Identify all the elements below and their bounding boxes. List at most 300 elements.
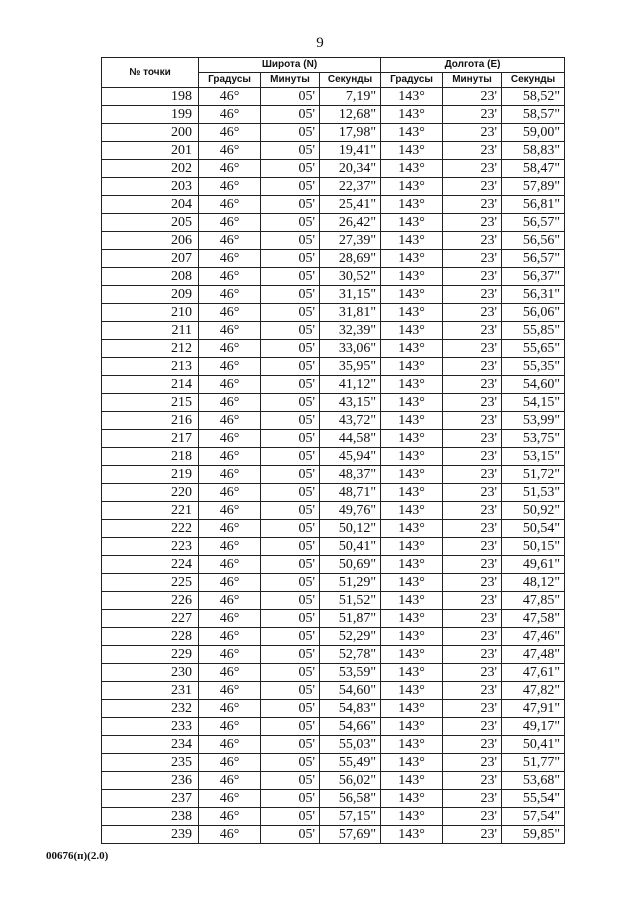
point-number-cell: 222 [102,520,199,538]
lon-seconds-cell: 51,72" [502,466,565,484]
point-number-cell: 215 [102,394,199,412]
table-row [102,466,565,484]
lat-minutes-cell: 05' [261,484,320,502]
lat-seconds-cell: 48,37" [320,466,381,484]
lat-degrees-cell: 46° [199,412,261,430]
lon-degrees-cell: 143° [381,322,443,340]
lat-degrees-cell: 46° [199,448,261,466]
lat-seconds-cell: 54,60" [320,682,381,700]
lat-minutes-cell: 05' [261,664,320,682]
lon-seconds-cell: 58,52" [502,88,565,106]
lat-minutes-cell: 05' [261,646,320,664]
point-number-cell: 206 [102,232,199,250]
lat-seconds-cell: 50,69" [320,556,381,574]
lat-degrees-cell: 46° [199,124,261,142]
lon-minutes-cell: 23' [443,196,502,214]
lat-minutes-cell: 05' [261,304,320,322]
lon-degrees-cell: 143° [381,772,443,790]
lon-seconds-cell: 54,60" [502,376,565,394]
table-row [102,772,565,790]
lon-minutes-cell: 23' [443,412,502,430]
lat-degrees-cell: 46° [199,538,261,556]
table-row [102,628,565,646]
lon-minutes-cell: 23' [443,682,502,700]
lat-minutes-cell: 05' [261,376,320,394]
lon-minutes-cell: 23' [443,322,502,340]
lat-degrees-cell: 46° [199,790,261,808]
table-row [102,736,565,754]
table-row [102,754,565,772]
lon-seconds-cell: 56,56" [502,232,565,250]
lat-minutes-cell: 05' [261,142,320,160]
lon-minutes-cell: 23' [443,466,502,484]
lon-seconds-cell: 56,31" [502,286,565,304]
lon-minutes-cell: 23' [443,574,502,592]
lon-seconds-cell: 57,89" [502,178,565,196]
lon-minutes-cell: 23' [443,178,502,196]
point-number-cell: 213 [102,358,199,376]
table-row [102,340,565,358]
lat-degrees-cell: 46° [199,646,261,664]
lon-seconds-cell: 58,47" [502,160,565,178]
lon-minutes-cell: 23' [443,160,502,178]
lat-minutes-cell: 05' [261,88,320,106]
table-row [102,394,565,412]
lon-degrees-cell: 143° [381,484,443,502]
lon-minutes-cell: 23' [443,718,502,736]
point-number-cell: 227 [102,610,199,628]
lat-degrees-cell: 46° [199,394,261,412]
lat-minutes-cell: 05' [261,772,320,790]
lon-degrees-cell: 143° [381,250,443,268]
lat-seconds-cell: 57,15" [320,808,381,826]
point-number-cell: 226 [102,592,199,610]
table-row [102,214,565,232]
table-row [102,232,565,250]
lat-degrees-cell: 46° [199,610,261,628]
lon-seconds-cell: 47,82" [502,682,565,700]
table-row [102,286,565,304]
lat-minutes-cell: 05' [261,466,320,484]
lat-minutes-cell: 05' [261,160,320,178]
point-number-cell: 217 [102,430,199,448]
lat-minutes-cell: 05' [261,430,320,448]
table-row [102,790,565,808]
lon-seconds-cell: 56,37" [502,268,565,286]
lat-minutes-cell: 05' [261,808,320,826]
document-code: 00676(п)(2.0) [46,850,109,862]
table-row [102,610,565,628]
lat-minutes-cell: 05' [261,502,320,520]
lat-degrees-cell: 46° [199,376,261,394]
lon-minutes-cell: 23' [443,430,502,448]
lat-degrees-cell: 46° [199,736,261,754]
lat-seconds-cell: 56,58" [320,790,381,808]
lat-seconds-cell: 25,41" [320,196,381,214]
lat-seconds-cell: 22,37" [320,178,381,196]
lon-seconds-cell: 47,91" [502,700,565,718]
lat-minutes-cell: 05' [261,106,320,124]
lon-minutes-cell: 23' [443,736,502,754]
point-number-cell: 202 [102,160,199,178]
lon-degrees-cell: 143° [381,646,443,664]
lat-seconds-cell: 17,98" [320,124,381,142]
lat-minutes-cell: 05' [261,214,320,232]
lon-minutes-cell: 23' [443,88,502,106]
lat-seconds-header: Секунды [320,73,381,88]
table-row [102,160,565,178]
lat-minutes-cell: 05' [261,628,320,646]
table-row [102,664,565,682]
lon-degrees-cell: 143° [381,700,443,718]
lon-seconds-cell: 53,15" [502,448,565,466]
lon-degrees-cell: 143° [381,196,443,214]
lon-degrees-cell: 143° [381,520,443,538]
lon-minutes-cell: 23' [443,484,502,502]
lat-seconds-cell: 28,69" [320,250,381,268]
lon-minutes-cell: 23' [443,142,502,160]
lon-minutes-cell: 23' [443,394,502,412]
lon-seconds-cell: 53,68" [502,772,565,790]
lon-seconds-cell: 47,46" [502,628,565,646]
point-number-cell: 232 [102,700,199,718]
lat-seconds-cell: 56,02" [320,772,381,790]
table-row [102,520,565,538]
lat-seconds-cell: 32,39" [320,322,381,340]
point-number-cell: 201 [102,142,199,160]
point-number-cell: 219 [102,466,199,484]
lat-degrees-cell: 46° [199,574,261,592]
lat-minutes-cell: 05' [261,790,320,808]
lon-seconds-cell: 48,12" [502,574,565,592]
lon-minutes-cell: 23' [443,592,502,610]
lat-degrees-cell: 46° [199,718,261,736]
lat-minutes-header: Минуты [261,73,320,88]
lat-minutes-cell: 05' [261,610,320,628]
table-row [102,484,565,502]
point-number-cell: 225 [102,574,199,592]
lon-degrees-cell: 143° [381,142,443,160]
lat-degrees-cell: 46° [199,430,261,448]
lat-degrees-cell: 46° [199,304,261,322]
lon-minutes-cell: 23' [443,790,502,808]
lon-seconds-cell: 56,57" [502,214,565,232]
lon-seconds-cell: 50,54" [502,520,565,538]
lat-minutes-cell: 05' [261,286,320,304]
lon-minutes-cell: 23' [443,520,502,538]
point-number-cell: 228 [102,628,199,646]
lon-seconds-cell: 53,75" [502,430,565,448]
lat-degrees-cell: 46° [199,466,261,484]
lon-seconds-cell: 56,57" [502,250,565,268]
lat-minutes-cell: 05' [261,700,320,718]
lon-minutes-cell: 23' [443,556,502,574]
lat-minutes-cell: 05' [261,718,320,736]
lat-minutes-cell: 05' [261,268,320,286]
lon-seconds-cell: 49,61" [502,556,565,574]
lat-seconds-cell: 54,66" [320,718,381,736]
lon-degrees-cell: 143° [381,736,443,754]
table-row [102,178,565,196]
lat-seconds-cell: 52,78" [320,646,381,664]
table-body [102,88,565,844]
lon-minutes-cell: 23' [443,538,502,556]
lon-minutes-cell: 23' [443,628,502,646]
table-row [102,682,565,700]
lon-degrees-cell: 143° [381,286,443,304]
lon-seconds-cell: 57,54" [502,808,565,826]
lon-seconds-cell: 55,65" [502,340,565,358]
point-number-cell: 207 [102,250,199,268]
lon-minutes-cell: 23' [443,358,502,376]
table-row [102,646,565,664]
lon-degrees-cell: 143° [381,232,443,250]
lat-seconds-cell: 43,72" [320,412,381,430]
lat-seconds-cell: 54,83" [320,700,381,718]
point-number-cell: 218 [102,448,199,466]
table-row [102,268,565,286]
point-number-cell: 233 [102,718,199,736]
lon-degrees-cell: 143° [381,340,443,358]
point-number-cell: 237 [102,790,199,808]
lon-seconds-cell: 51,77" [502,754,565,772]
lat-seconds-cell: 30,52" [320,268,381,286]
lat-seconds-cell: 19,41" [320,142,381,160]
lon-minutes-cell: 23' [443,646,502,664]
lon-seconds-cell: 54,15" [502,394,565,412]
lat-degrees-cell: 46° [199,502,261,520]
point-number-cell: 236 [102,772,199,790]
lat-degrees-cell: 46° [199,664,261,682]
lat-degrees-cell: 46° [199,826,261,844]
lat-degrees-cell: 46° [199,700,261,718]
point-number-cell: 208 [102,268,199,286]
lat-minutes-cell: 05' [261,538,320,556]
lon-minutes-cell: 23' [443,448,502,466]
table-row [102,304,565,322]
lat-seconds-cell: 45,94" [320,448,381,466]
point-number-cell: 199 [102,106,199,124]
lat-minutes-cell: 05' [261,232,320,250]
lat-seconds-cell: 35,95" [320,358,381,376]
lon-degrees-cell: 143° [381,592,443,610]
lat-degrees-cell: 46° [199,88,261,106]
lat-seconds-cell: 50,12" [320,520,381,538]
lon-seconds-cell: 47,58" [502,610,565,628]
point-number-cell: 231 [102,682,199,700]
lon-degrees-cell: 143° [381,790,443,808]
lon-degrees-cell: 143° [381,304,443,322]
lon-degrees-cell: 143° [381,88,443,106]
lon-minutes-cell: 23' [443,340,502,358]
lat-degrees-cell: 46° [199,358,261,376]
lat-degrees-cell: 46° [199,142,261,160]
lon-seconds-cell: 50,41" [502,736,565,754]
table-row [102,88,565,106]
lat-degrees-cell: 46° [199,556,261,574]
lat-seconds-cell: 7,19" [320,88,381,106]
lat-degrees-cell: 46° [199,250,261,268]
lon-seconds-cell: 55,54" [502,790,565,808]
lat-minutes-cell: 05' [261,178,320,196]
lat-seconds-cell: 33,06" [320,340,381,358]
lat-seconds-cell: 44,58" [320,430,381,448]
point-number-cell: 223 [102,538,199,556]
lon-degrees-header: Градусы [381,73,443,88]
lat-minutes-cell: 05' [261,340,320,358]
lat-degrees-cell: 46° [199,322,261,340]
lon-minutes-cell: 23' [443,700,502,718]
point-number-cell: 200 [102,124,199,142]
point-number-cell: 238 [102,808,199,826]
lat-minutes-cell: 05' [261,736,320,754]
table-row [102,142,565,160]
lat-minutes-cell: 05' [261,520,320,538]
lat-minutes-cell: 05' [261,556,320,574]
lon-minutes-cell: 23' [443,376,502,394]
table-row [102,538,565,556]
lon-degrees-cell: 143° [381,628,443,646]
lon-degrees-cell: 143° [381,178,443,196]
lon-degrees-cell: 143° [381,682,443,700]
point-number-cell: 204 [102,196,199,214]
lon-degrees-cell: 143° [381,376,443,394]
lon-minutes-cell: 23' [443,502,502,520]
table-row [102,556,565,574]
table-row [102,502,565,520]
lon-minutes-cell: 23' [443,808,502,826]
lat-minutes-cell: 05' [261,754,320,772]
lon-degrees-cell: 143° [381,430,443,448]
lat-seconds-cell: 49,76" [320,502,381,520]
lat-minutes-cell: 05' [261,394,320,412]
table-row [102,124,565,142]
lat-degrees-cell: 46° [199,808,261,826]
lat-minutes-cell: 05' [261,448,320,466]
table-row [102,106,565,124]
lon-degrees-cell: 143° [381,574,443,592]
lon-degrees-cell: 143° [381,358,443,376]
lon-minutes-cell: 23' [443,214,502,232]
lon-degrees-cell: 143° [381,106,443,124]
lon-degrees-cell: 143° [381,610,443,628]
lat-seconds-cell: 57,69" [320,826,381,844]
lon-seconds-cell: 59,85" [502,826,565,844]
point-number-cell: 211 [102,322,199,340]
point-number-cell: 220 [102,484,199,502]
lat-seconds-cell: 53,59" [320,664,381,682]
lat-degrees-cell: 46° [199,232,261,250]
lat-degrees-cell: 46° [199,340,261,358]
lat-minutes-cell: 05' [261,322,320,340]
lat-minutes-cell: 05' [261,358,320,376]
lon-degrees-cell: 143° [381,394,443,412]
point-number-cell: 229 [102,646,199,664]
lon-seconds-cell: 49,17" [502,718,565,736]
point-number-cell: 214 [102,376,199,394]
lon-minutes-cell: 23' [443,304,502,322]
lon-degrees-cell: 143° [381,754,443,772]
lat-seconds-cell: 31,15" [320,286,381,304]
point-number-cell: 234 [102,736,199,754]
lat-degrees-cell: 46° [199,772,261,790]
point-number-cell: 224 [102,556,199,574]
lat-degrees-cell: 46° [199,592,261,610]
lat-seconds-cell: 50,41" [320,538,381,556]
table-row [102,250,565,268]
lon-degrees-cell: 143° [381,808,443,826]
lat-seconds-cell: 12,68" [320,106,381,124]
lat-minutes-cell: 05' [261,124,320,142]
lon-degrees-cell: 143° [381,664,443,682]
page-number: 9 [316,35,324,51]
lon-degrees-cell: 143° [381,466,443,484]
lon-degrees-cell: 143° [381,718,443,736]
lon-minutes-cell: 23' [443,610,502,628]
table-row [102,592,565,610]
table-row [102,448,565,466]
lat-degrees-cell: 46° [199,682,261,700]
lon-degrees-cell: 143° [381,826,443,844]
lon-degrees-cell: 143° [381,124,443,142]
lat-seconds-cell: 43,15" [320,394,381,412]
lon-minutes-cell: 23' [443,664,502,682]
lat-seconds-cell: 51,87" [320,610,381,628]
lon-seconds-cell: 58,83" [502,142,565,160]
lat-seconds-cell: 48,71" [320,484,381,502]
lon-seconds-cell: 55,85" [502,322,565,340]
lat-degrees-cell: 46° [199,754,261,772]
point-number-cell: 205 [102,214,199,232]
lat-degrees-cell: 46° [199,520,261,538]
lat-degrees-cell: 46° [199,268,261,286]
lon-degrees-cell: 143° [381,268,443,286]
lon-degrees-cell: 143° [381,160,443,178]
lat-seconds-cell: 26,42" [320,214,381,232]
latitude-header: Широта (N) [199,58,381,73]
lat-minutes-cell: 05' [261,196,320,214]
lat-degrees-header: Градусы [199,73,261,88]
table-row [102,718,565,736]
point-number-cell: 221 [102,502,199,520]
table-row [102,808,565,826]
table-row [102,376,565,394]
lat-degrees-cell: 46° [199,484,261,502]
lon-degrees-cell: 143° [381,502,443,520]
lon-minutes-cell: 23' [443,106,502,124]
lat-degrees-cell: 46° [199,160,261,178]
lon-minutes-header: Минуты [443,73,502,88]
table-row [102,430,565,448]
table-row [102,322,565,340]
lon-minutes-cell: 23' [443,772,502,790]
table-row [102,574,565,592]
point-number-cell: 210 [102,304,199,322]
lon-seconds-cell: 51,53" [502,484,565,502]
lon-seconds-cell: 56,81" [502,196,565,214]
lat-seconds-cell: 41,12" [320,376,381,394]
lon-seconds-cell: 47,48" [502,646,565,664]
lon-seconds-cell: 50,92" [502,502,565,520]
lon-minutes-cell: 23' [443,124,502,142]
lat-degrees-cell: 46° [199,196,261,214]
point-number-cell: 239 [102,826,199,844]
lat-degrees-cell: 46° [199,214,261,232]
lon-degrees-cell: 143° [381,538,443,556]
point-number-cell: 198 [102,88,199,106]
point-number-cell: 230 [102,664,199,682]
coordinates-table [101,57,565,844]
